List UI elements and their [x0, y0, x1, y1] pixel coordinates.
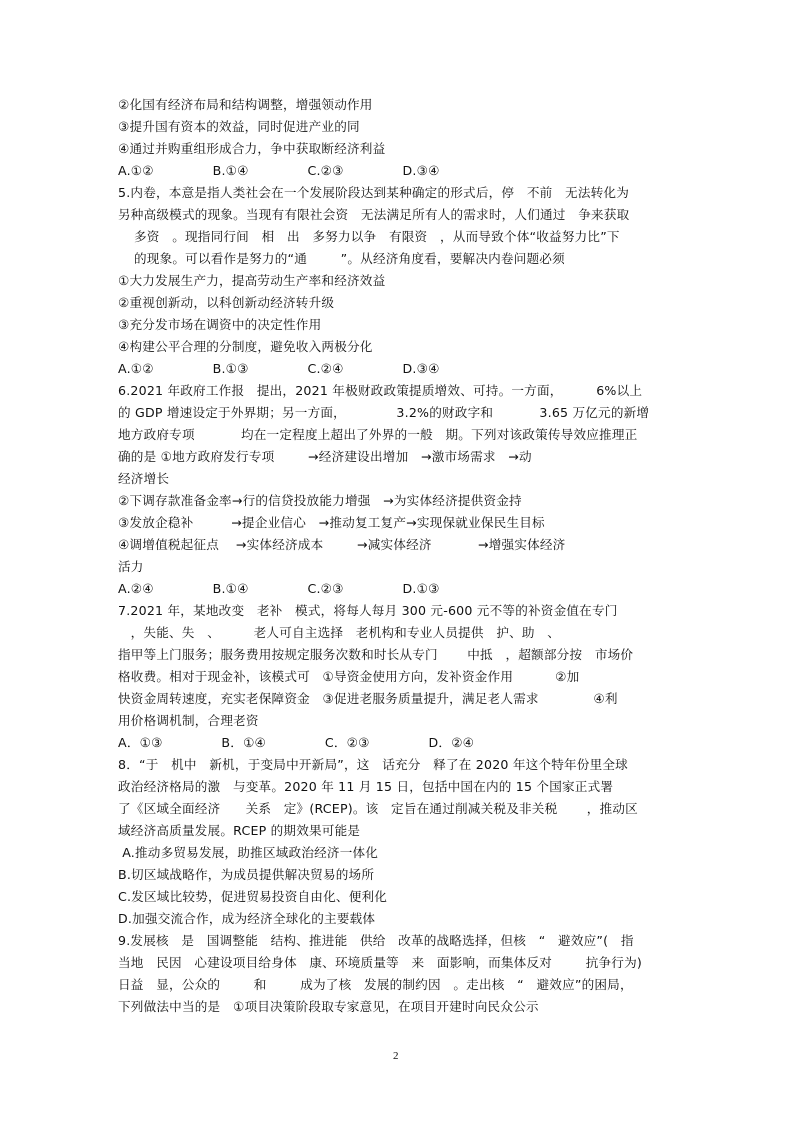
answer-options: A.①② B.①④ C.②③ D.③④: [118, 163, 440, 178]
text-line: ④调增值税起征点 →实体经济成本 →减实体经济 →增强实体经济: [118, 537, 566, 552]
answer-options: A．①③ B．①④ C．②③ D．②④: [118, 735, 475, 750]
text-line: ③发放企稳补 →提企业信心 →推动复工复产→实现保就业保民生目标: [118, 515, 545, 530]
page-number: 2: [393, 1050, 399, 1062]
option-c: C.发区域比较势，促进贸易投资自由化、便利化: [118, 889, 388, 904]
text-line: 下列做法中当的是 ①项目决策阶段取专家意见，在项目开建时向民众公示: [118, 999, 539, 1014]
text-line: 日益 显，公众的 和 成为了核 发展的制约因 。走出核 “ 避效应”的困局，: [118, 977, 633, 992]
text-line: 活力: [118, 559, 144, 574]
text-line: 快资金周转速度，充实老保障资金 ③促进老服务质量提升，满足老人需求 ④利: [118, 691, 618, 706]
option-d: D.加强交流合作，成为经济全球化的主要载体: [118, 911, 376, 926]
question-8-text: 8．“于 机中 新机，于变局中开新局”，这 话充分 释了在 2020 年这个特年份里全球: [118, 757, 628, 772]
text-line: ②重视创新动，以科创新动经济转升级: [118, 295, 335, 310]
text-line: 经济增长: [118, 471, 170, 486]
text-line: 域经济高质量发展。RCEP 的期效果可能是: [118, 823, 361, 838]
text-line: 的 GDP 增速设定于外界期；另一方面， 3.2%的财政字和 3.65 万亿元的新增: [118, 405, 650, 420]
question-6-text: 6.2021 年政府工作报 提出，2021 年极财政政策提质增效、可持。一方面， 6%以上: [118, 383, 643, 398]
text-line: 了《区域全面经济 关系 定》(RCEP)。该 定旨在通过削减关税及非关税 ，推动区: [118, 801, 638, 816]
text-line: ，失能、失 、 老人可自主选择 老机构和专业人员提供 护、助 、: [118, 625, 561, 640]
option-a: A.推动多贸易发展，助推区域政治经济一体化: [118, 845, 379, 860]
text-line: ③充分发市场在调资中的决定性作用: [118, 317, 322, 332]
text-line: ②下调存款准备金率→行的信贷投放能力增强 →为实体经济提供资金持: [118, 493, 522, 508]
question-5-text: 5.内卷，本意是指人类社会在一个发展阶段达到某种确定的形式后，停 不前 无法转化为: [118, 185, 630, 200]
text-line: ②化国有经济布局和结构调整，增强领动作用: [118, 97, 373, 112]
text-line: ④通过并购重组形成合力，争中获取断经济利益: [118, 141, 386, 156]
question-9-text: 9.发展核 是 国调整能 结构、推进能 供给 改革的战略选择，但核 “ 避效应”( 指: [118, 933, 634, 948]
text-line: 确的是 ①地方政府发行专项 →经济建设出增加 →激市场需求 →动: [118, 449, 532, 464]
text-line: 的现象。可以看作是努力的“通 ”。从经济角度看，要解决内卷问题必须: [134, 251, 565, 266]
text-line: 用价格调机制，合理老资: [118, 713, 259, 728]
text-line: 另种高级模式的现象。当现有有限社会资 无法满足所有人的需求时，人们通过 争来获取: [118, 207, 630, 222]
text-line: ①大力发展生产力，提高劳动生产率和经济效益: [118, 273, 386, 288]
question-7-text: 7.2021 年，某地改变 老补 模式，将每人每月 300 元-600 元不等的补资金值在专门: [118, 603, 618, 618]
text-line: 地方政府专项 均在一定程度上超出了外界的一般 期。下列对该政策传导效应推理正: [118, 427, 638, 442]
answer-options: A.①② B.①③ C.②④ D.③④: [118, 361, 440, 376]
text-line: 当地 民因 心建设项目给身体 康、环境质量等 来 面影响，而集体反对 抗争行为): [118, 955, 642, 970]
text-line: 指甲等上门服务；服务费用按规定服务次数和时长从专门 中抵 ，超额部分按 市场价: [118, 647, 634, 662]
option-b: B.切区域战略作，为成员提供解决贸易的场所: [118, 867, 375, 882]
text-line: 多资 。现指同行间 相 出 多努力以争 有限资 ，从而导致个体“收益努力比”下: [134, 229, 620, 244]
answer-options: A.②④ B.①④ C.②③ D.①③: [118, 581, 440, 596]
text-line: 政治经济格局的激 与变革。2020 年 11 月 15 日，包括中国在内的 15 个国家正式署: [118, 779, 614, 794]
text-line: 格收费。相对于现金补，该模式可 ①导资金使用方向，发补资金作用 ②加: [118, 669, 580, 684]
text-line: ④构建公平合理的分制度，避免收入两极分化: [118, 339, 373, 354]
text-line: ③提升国有资本的效益，同时促进产业的同: [118, 119, 360, 134]
